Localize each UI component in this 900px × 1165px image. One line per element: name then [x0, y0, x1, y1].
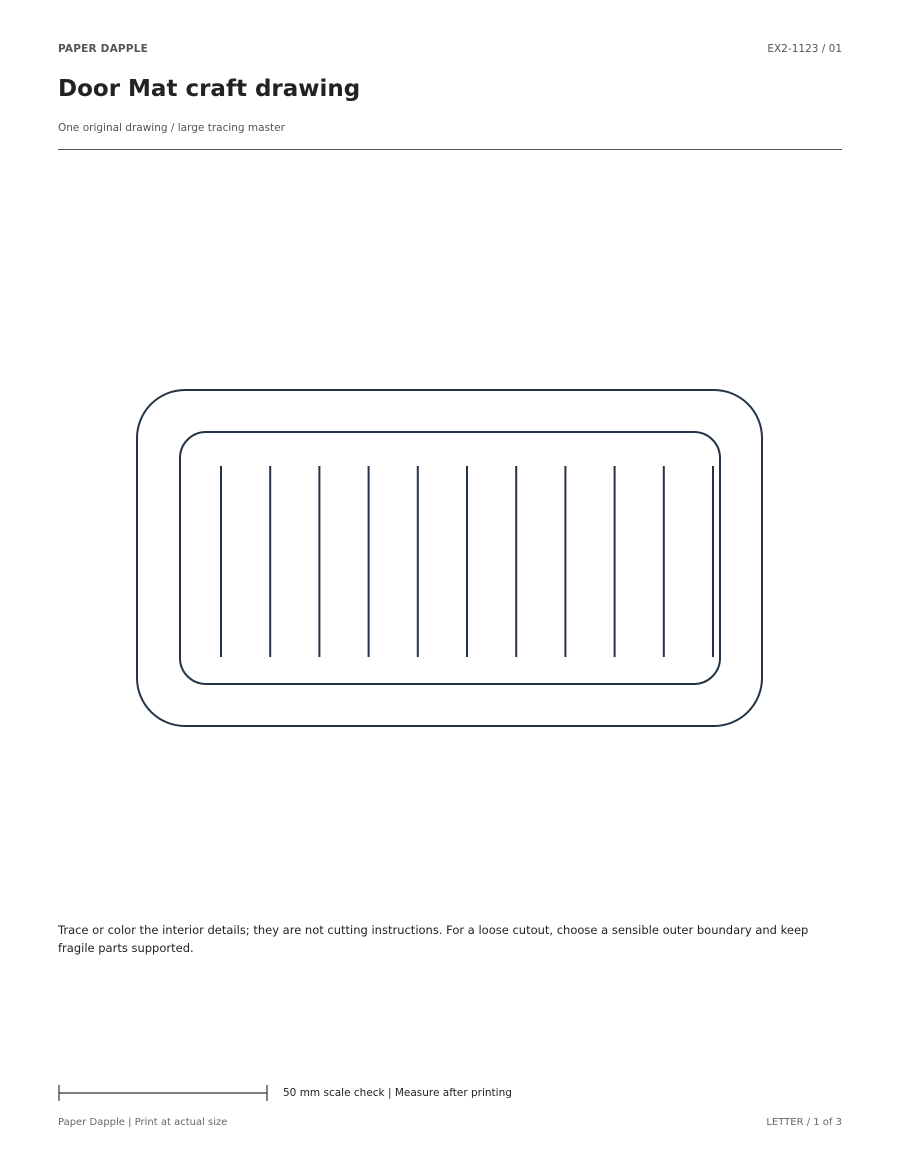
footer-right-text: LETTER / 1 of 3	[766, 1117, 842, 1128]
page-subtitle: One original drawing / large tracing master	[58, 122, 285, 134]
footer-left-text: Paper Dapple | Print at actual size	[58, 1117, 228, 1128]
document-code: EX2-1123 / 01	[767, 43, 842, 55]
door-mat-slats	[221, 466, 713, 657]
scale-bar	[58, 1084, 268, 1102]
instructions-text: Trace or color the interior details; they are not cutting instructions. For a loose cutout, choose a sensible outer boundary and keep fragile parts supported.	[58, 923, 809, 955]
door-mat-outer-border	[137, 390, 762, 726]
door-mat-inner-panel	[180, 432, 720, 684]
page-title: Door Mat craft drawing	[58, 76, 361, 102]
scale-label: 50 mm scale check | Measure after printing	[283, 1087, 512, 1099]
brand-name: PAPER DAPPLE	[58, 43, 148, 55]
